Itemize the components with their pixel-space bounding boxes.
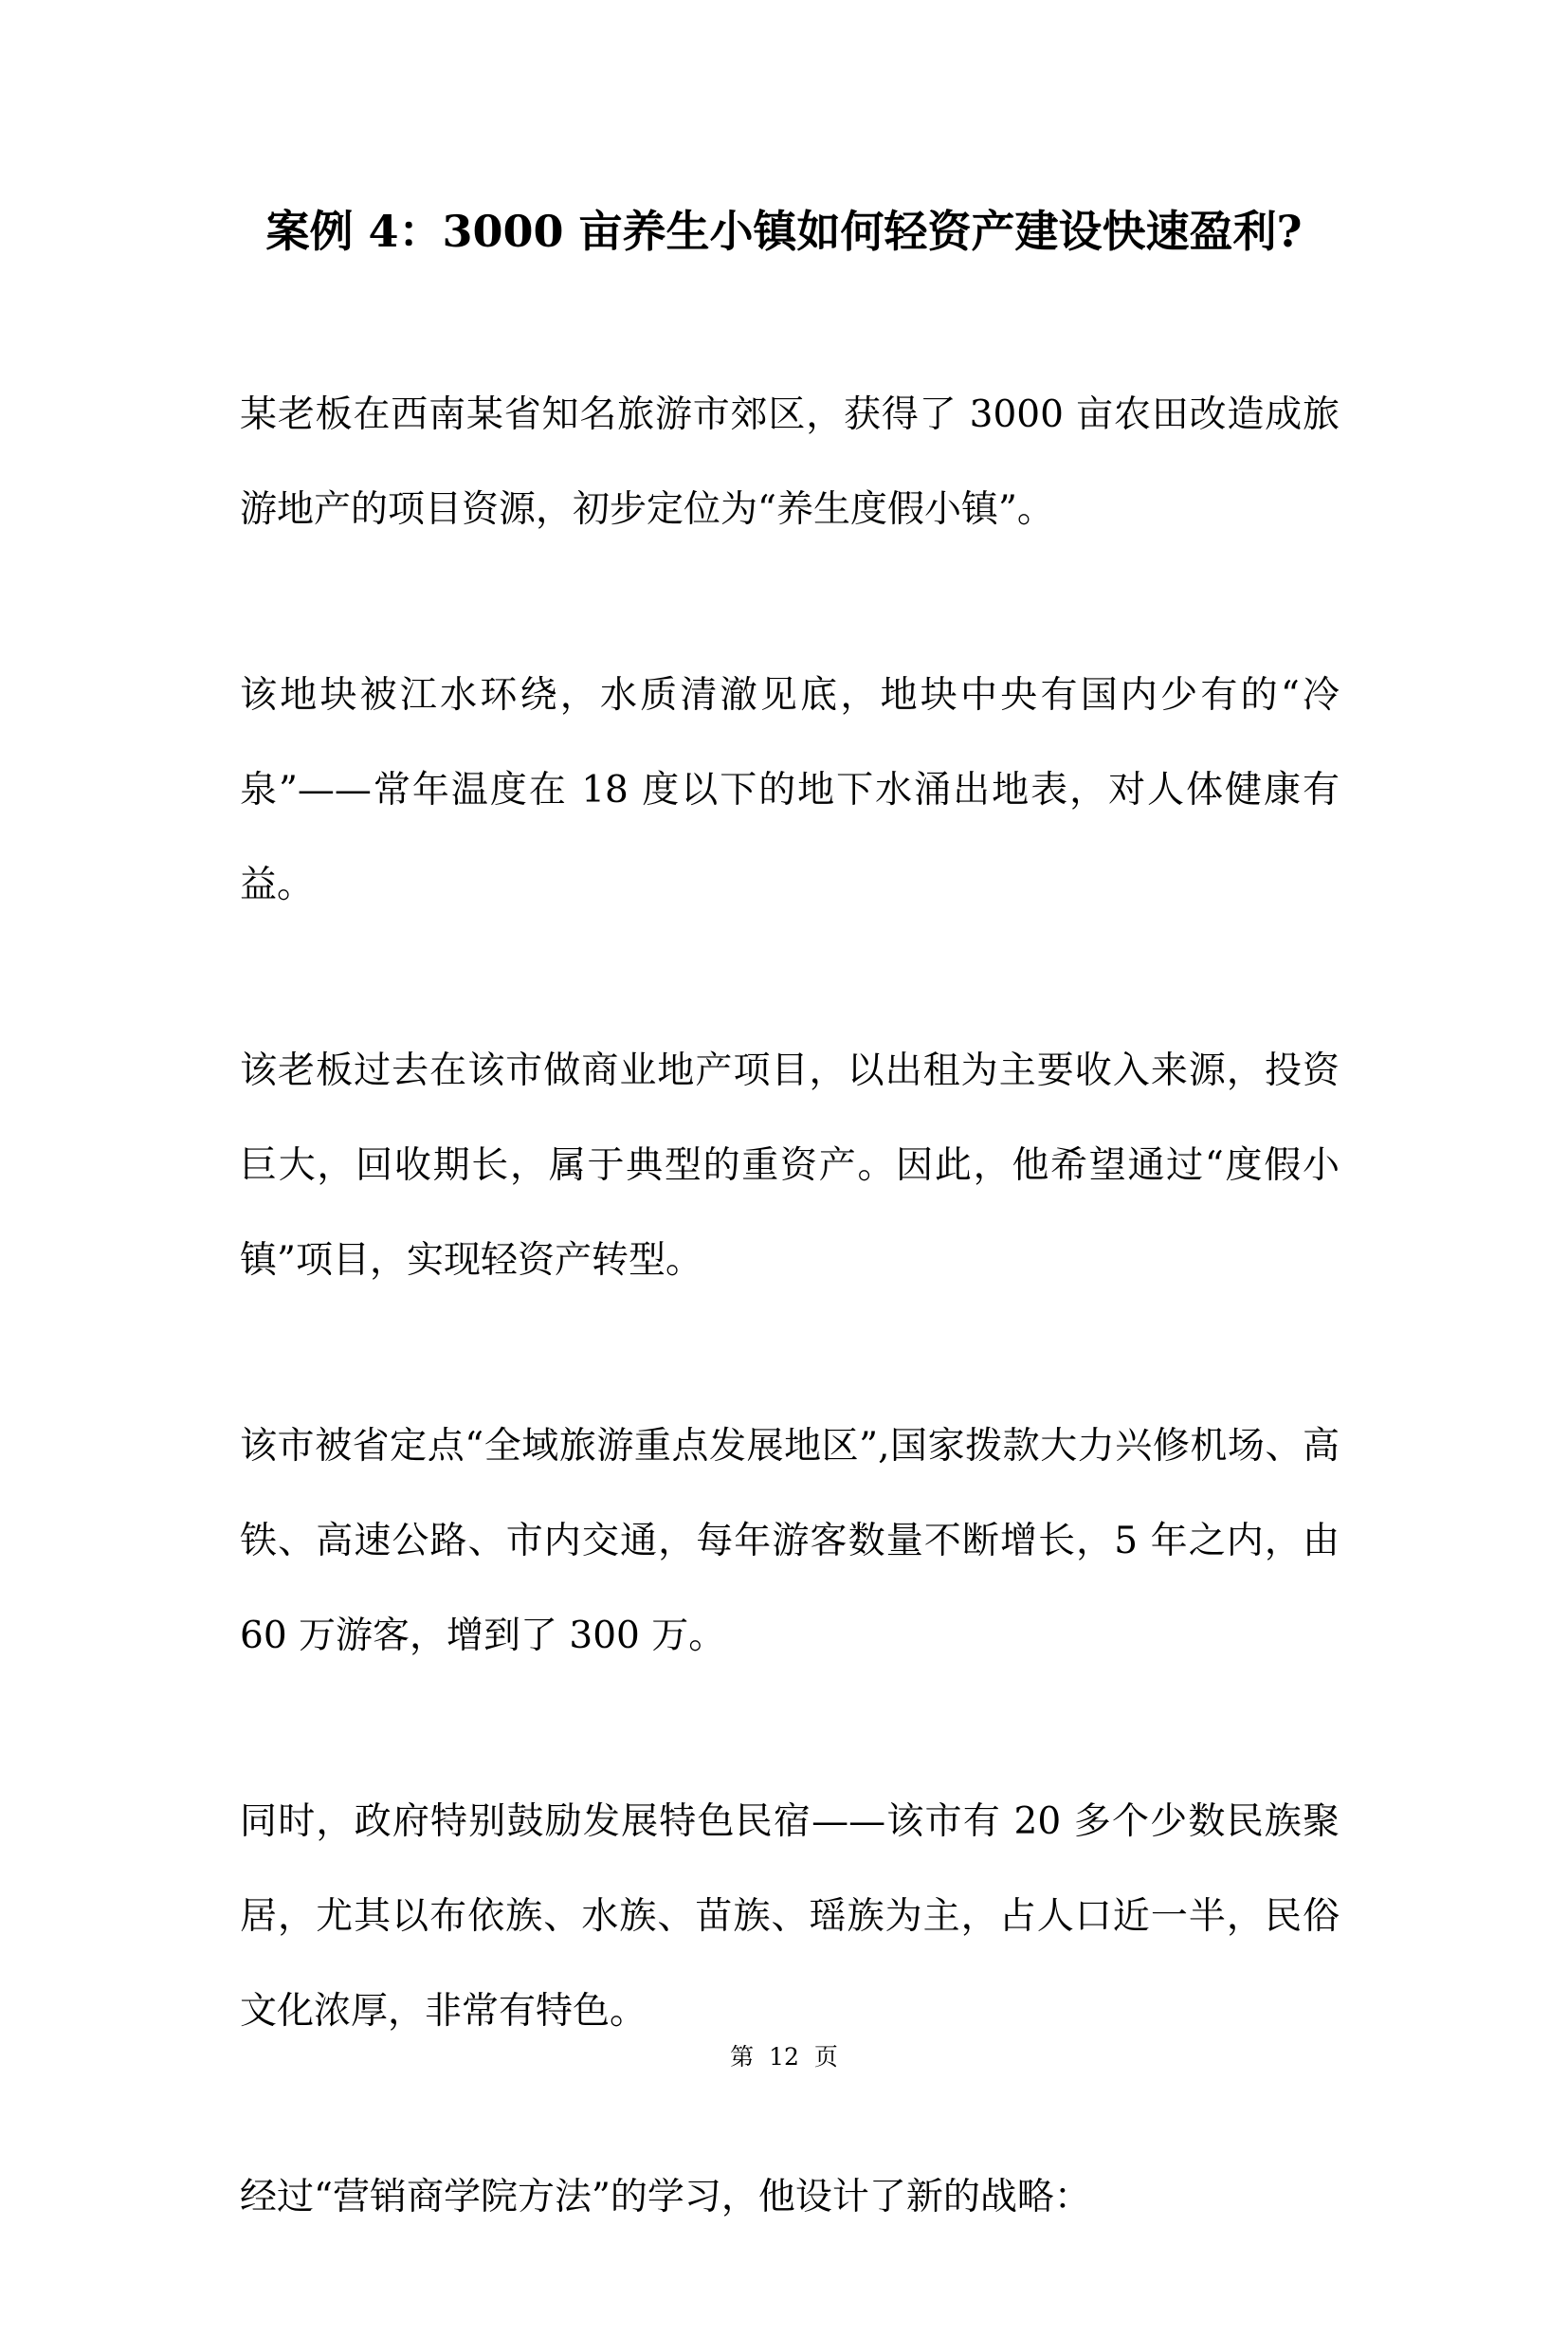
page-number: 12 [769,2043,799,2071]
paragraph-4: 该市被省定点“全域旅游重点发展地区”,国家拨款大力兴修机场、高铁、高速公路、市内交通，每年游客数量不断增长，5 年之内，由 60 万游客，增到了 300 万。 [240,1425,1340,1657]
document-title: 案例 4：3000 亩养生小镇如何轻资产建设快速盈利? [265,206,1303,257]
paragraph-2: 该地块被江水环绕，水质清澈见底，地块中央有国内少有的“冷泉”——常年温度在 18 度以下的地下水涌出地表，对人体健康有益。 [240,674,1340,906]
paragraph-3: 该老板过去在该市做商业地产项目，以出租为主要收入来源，投资巨大，回收期长，属于典型的重资产。因此，他希望通过“度假小镇”项目，实现轻资产转型。 [240,1049,1340,1282]
paragraph-6: 经过“营销商学院方法”的学习，他设计了新的战略： [240,2176,1091,2218]
paragraph-1: 某老板在西南某省知名旅游市郊区，获得了 3000 亩农田改造成旅游地产的项目资源，初步定位为“养生度假小镇”。 [240,393,1340,531]
page-footer [0,2040,1568,2074]
paragraph-5: 同时，政府特别鼓励发展特色民宿——该市有 20 多个少数民族聚居，尤其以布依族、水族、苗族、瑶族为主，占人口近一半，民俗文化浓厚，非常有特色。 [240,1800,1340,2033]
footer-prefix: 第 [730,2043,755,2071]
footer-suffix: 页 [813,2043,838,2071]
